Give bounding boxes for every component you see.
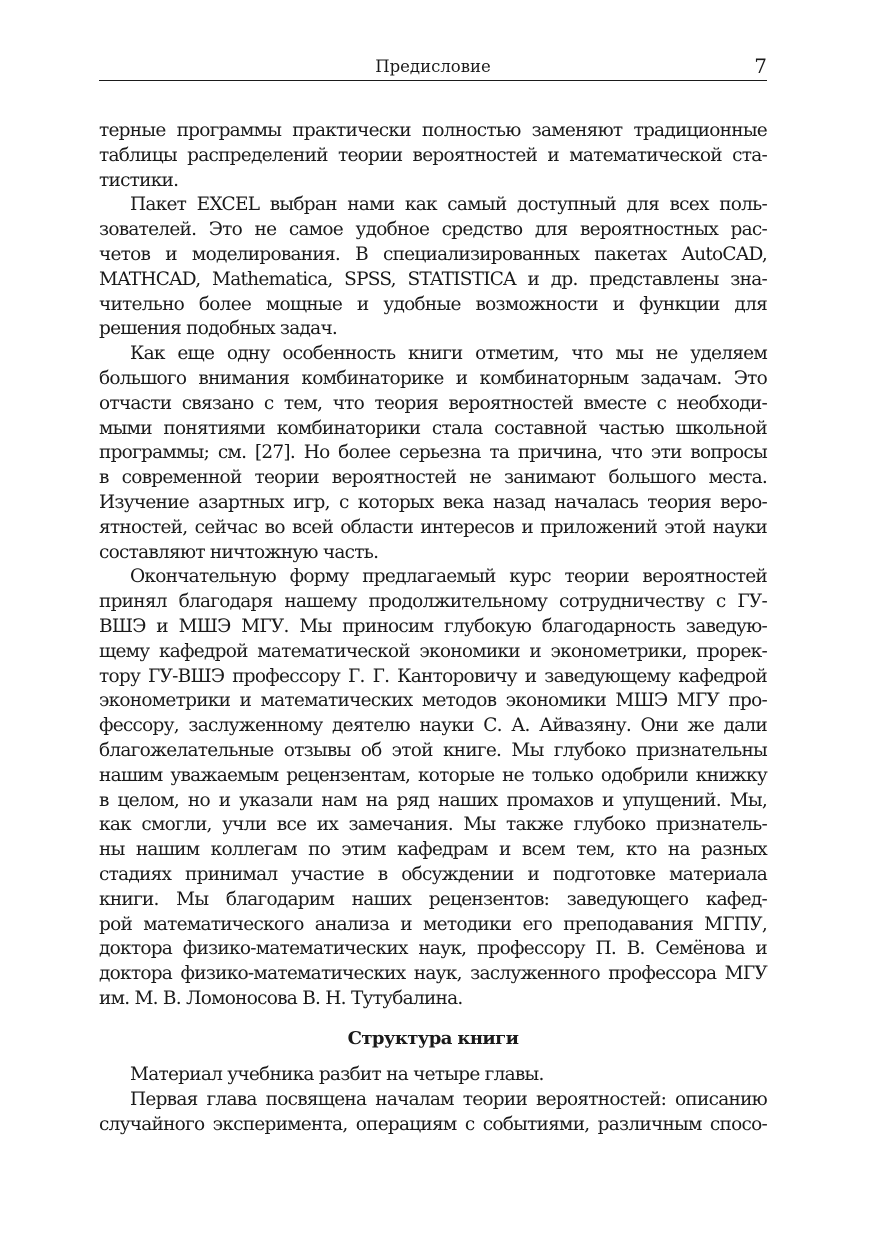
text-line: щему кафедрой математической экономики и эконометрики, прорек- xyxy=(99,640,767,662)
text-line: Окончательную форму предлагаемый курс теории вероятностей xyxy=(130,566,767,588)
text-line: Изучение азартных игр, с которых века назад началась теория веро- xyxy=(99,491,767,513)
text-line: в современной теории вероятностей не занимают большого места. xyxy=(99,467,767,489)
text-line: Материал учебника разбит на четыре главы. xyxy=(130,1064,544,1086)
paragraph xyxy=(99,342,767,565)
text-line: тору ГУ-ВШЭ профессору Г. Г. Канторовичу и заведующему кафедрой xyxy=(99,665,767,687)
text-line: случайного эксперимента, операциям с событиями, различным спосо- xyxy=(99,1114,767,1136)
text-line: ятностей, сейчас во всей области интересов и приложений этой науки xyxy=(99,516,767,538)
text-line: стадиях принимал участие в обсуждении и подготовке материала xyxy=(99,863,767,885)
text-line: программы; см. [27]. Но более серьезна та причина, что эти вопросы xyxy=(99,442,767,464)
paragraph xyxy=(99,565,767,1011)
text-line: чительно более мощные и удобные возможности и функции для xyxy=(99,293,767,315)
text-line: в целом, но и указали нам на ряд наших промахов и упущений. Мы, xyxy=(99,789,767,811)
text-line: ны нашим коллегам по этим кафедрам и всем тем, кто на разных xyxy=(99,839,767,861)
text-line: Как еще одну особенность книги отметим, что мы не уделяем xyxy=(130,343,767,365)
text-line: принял благодаря нашему продолжительному сотрудничеству с ГУ- xyxy=(99,591,767,613)
text-line: мыми понятиями комбинаторики стала составной частью школьной xyxy=(99,417,767,439)
text-line: решения подобных задач. xyxy=(99,318,338,340)
text-line: Первая глава посвящена началам теории вероятностей: описанию xyxy=(130,1089,767,1111)
text-line: ВШЭ и МШЭ МГУ. Мы приносим глубокую благодарность заведую- xyxy=(99,615,767,637)
text-line: большого внимания комбинаторике и комбинаторным задачам. Это xyxy=(99,367,767,389)
text-line: благожелательные отзывы об этой книге. Мы глубоко признательны xyxy=(99,739,767,761)
text-line: книги. Мы благодарим наших рецензентов: заведующего кафед- xyxy=(99,888,767,910)
page-number: 7 xyxy=(754,54,767,78)
text-line: отчасти связано с тем, что теория вероятностей вместе с необходи- xyxy=(99,392,767,414)
paragraph xyxy=(99,119,767,193)
section-heading: Структура книги xyxy=(347,1027,519,1049)
text-line: фессору, заслуженному деятелю науки С. А. Айвазяну. Они же дали xyxy=(99,715,767,737)
text-line: MATHCAD, Mathematica, SPSS, STATISTICA и др. представлены зна- xyxy=(99,268,767,290)
text-line: Пакет EXCEL выбран нами как самый доступный для всех поль- xyxy=(130,194,767,216)
body-text xyxy=(99,119,767,1138)
text-line: как смогли, учли все их замечания. Мы также глубоко признатель- xyxy=(99,814,767,836)
text-line: терные программы практически полностью заменяют традиционные xyxy=(99,120,767,141)
section-spacer xyxy=(99,1051,767,1063)
text-line: им. М. В. Ломоносова В. Н. Тутубалина. xyxy=(99,987,463,1009)
text-line: четов и моделирования. В специализированных пакетах AutoCAD, xyxy=(99,243,767,265)
text-line: доктора физико-математических наук, профессору П. В. Семёнова и xyxy=(99,938,767,960)
running-title: Предисловие xyxy=(375,57,491,76)
paragraph xyxy=(99,193,767,342)
text-line: рой математического анализа и методики его преподавания МГПУ, xyxy=(99,913,767,935)
text-line: тистики. xyxy=(99,169,179,191)
section-spacer xyxy=(99,1012,767,1027)
book-page xyxy=(99,52,767,1138)
paragraph xyxy=(99,1063,767,1088)
text-line: составляют ничтожную часть. xyxy=(99,541,379,563)
text-line: нашим уважаемым рецензентам, которые не только одобрили книжку xyxy=(99,764,767,786)
paragraph xyxy=(99,1088,767,1138)
text-line: зователей. Это не самое удобное средство для вероятностных рас- xyxy=(99,219,767,241)
text-line: таблицы распределений теории вероятностей и математической ста- xyxy=(99,144,767,166)
text-line: эконометрики и математических методов экономики МШЭ МГУ про- xyxy=(99,690,767,712)
text-line: доктора физико-математических наук, заслуженного профессора МГУ xyxy=(99,963,767,985)
running-header xyxy=(99,52,767,81)
